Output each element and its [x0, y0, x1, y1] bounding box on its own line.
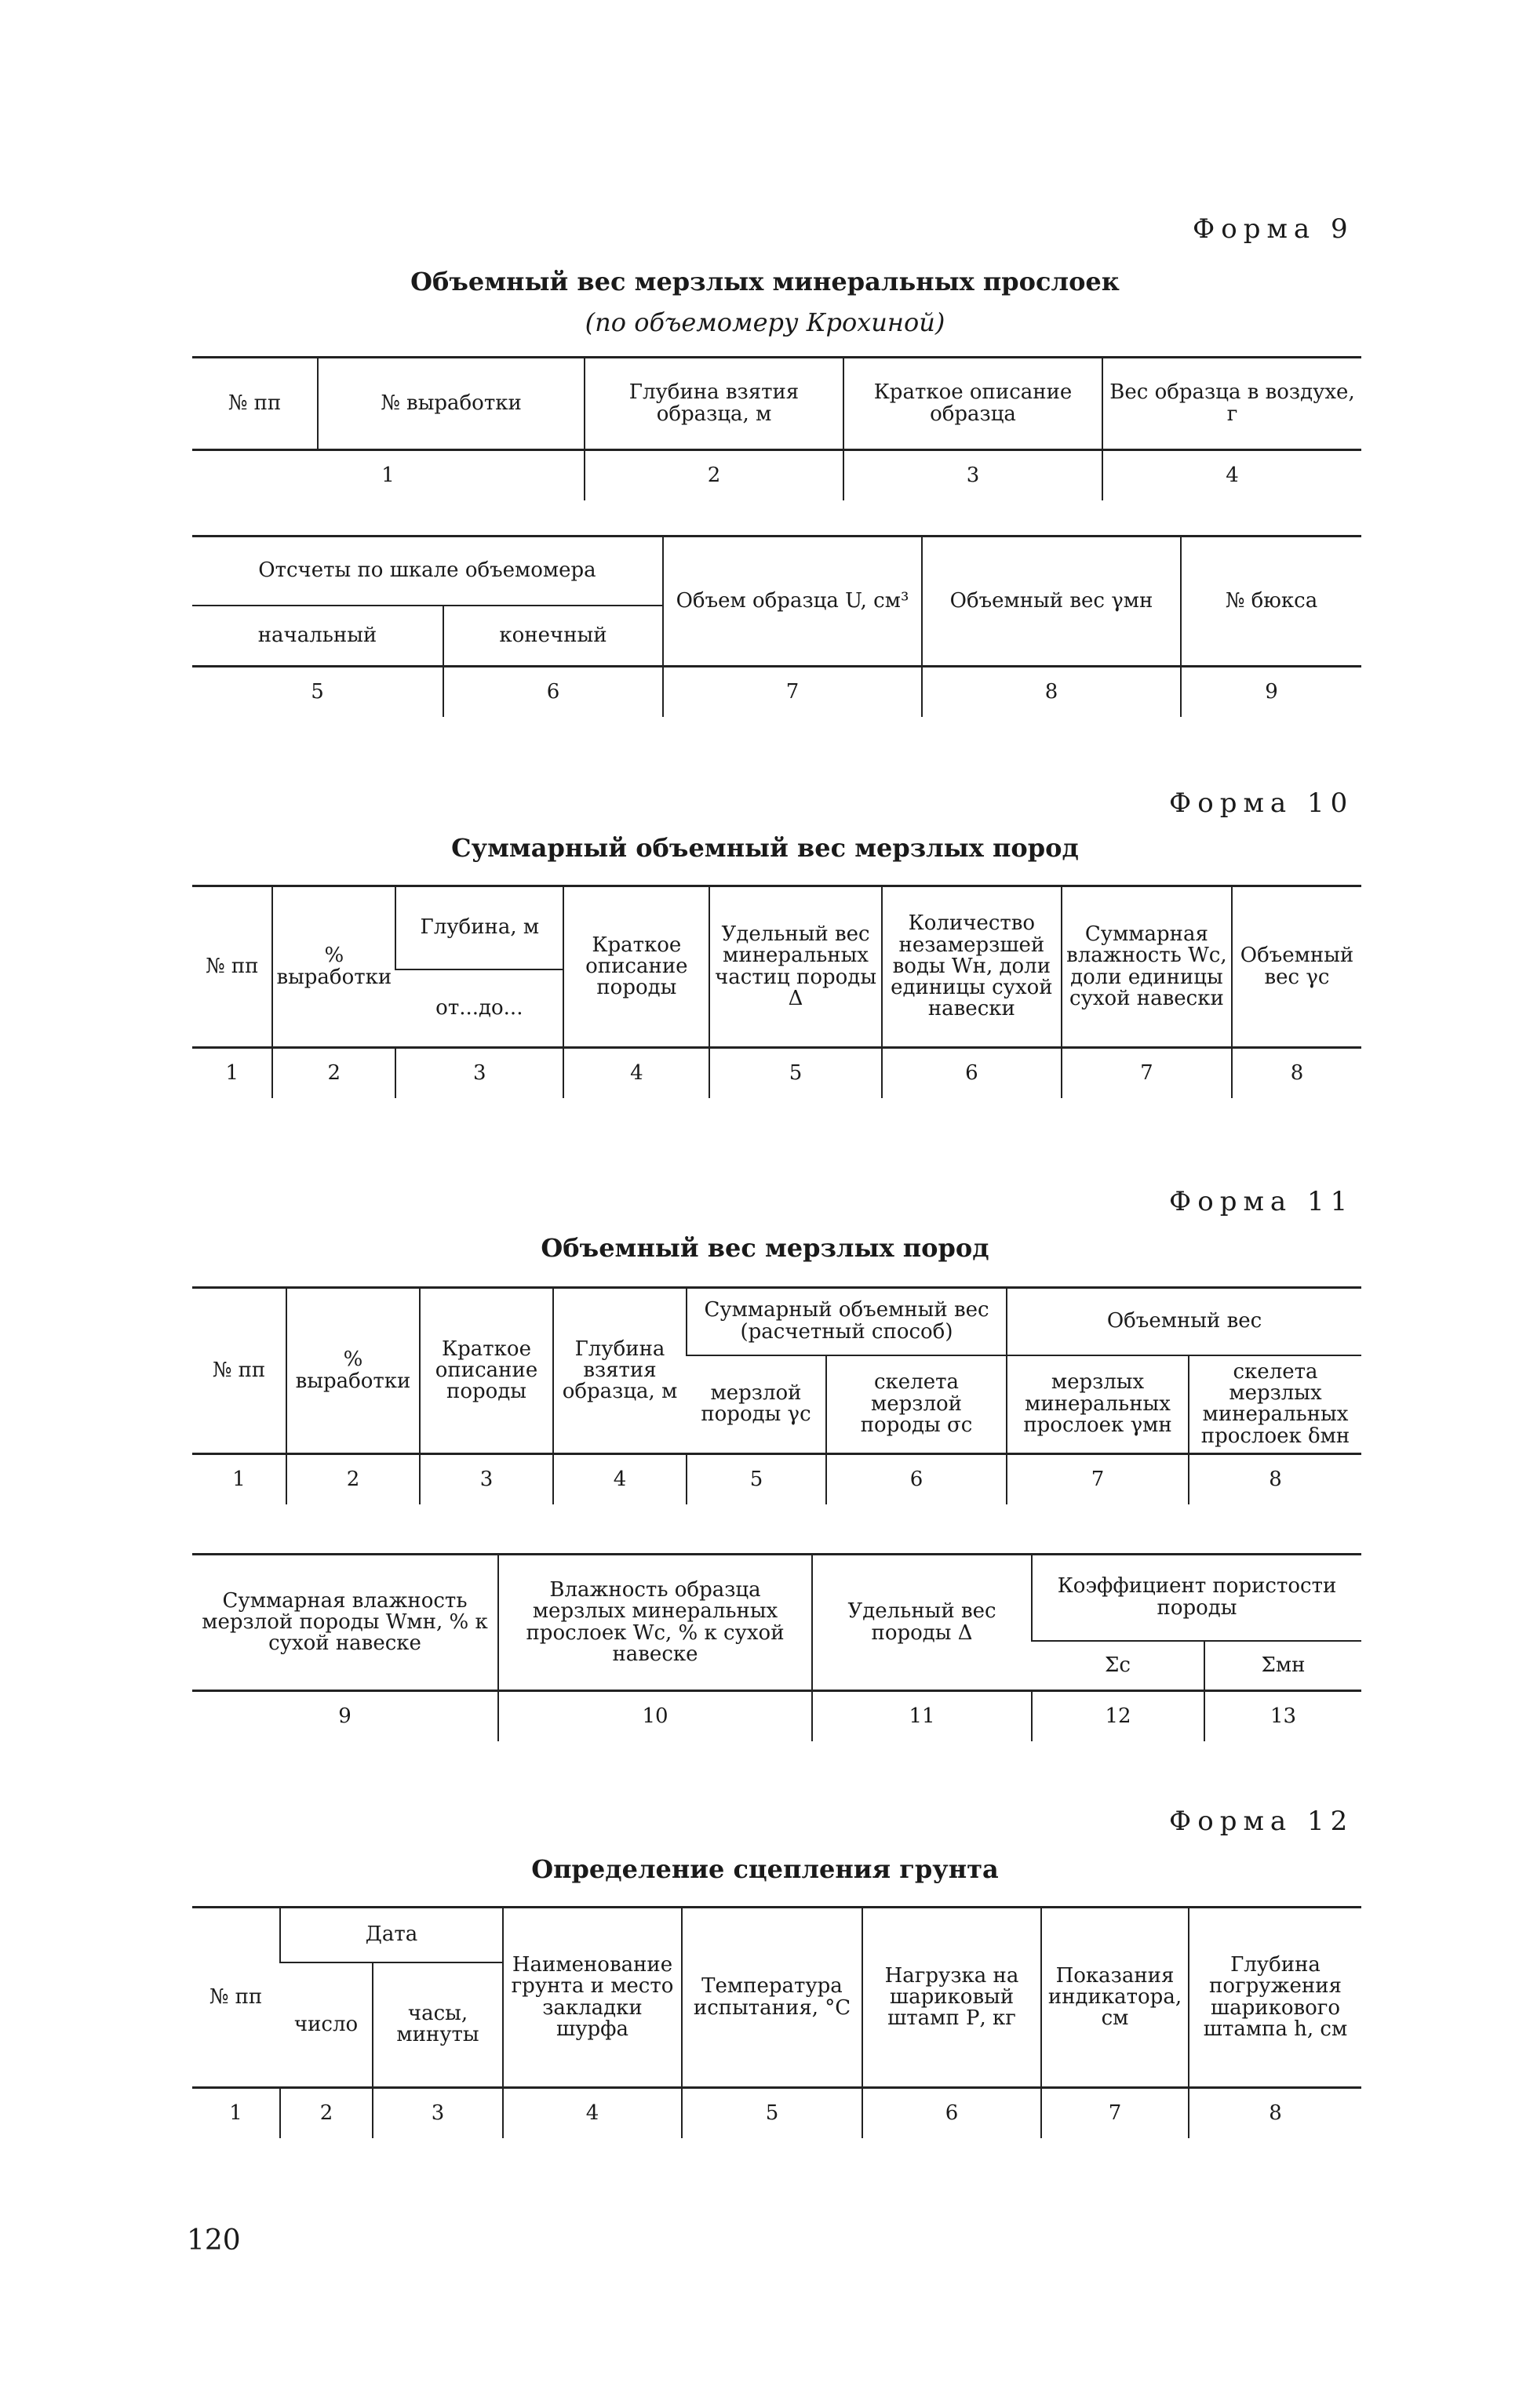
col-total-moisture: Суммарная влажность Wс, доли единицы сухой навески — [1062, 886, 1232, 1048]
col-num-cell: 2 — [585, 450, 843, 501]
form9-title: Объемный вес мерзлых минеральных прослоек — [410, 267, 1120, 296]
form9-label: Форма 9 — [1193, 213, 1354, 245]
col-num-cell: 4 — [553, 1454, 687, 1505]
col-bottle-number: № бюкса — [1181, 537, 1361, 667]
col-specific-weight: Удельный вес породы Δ — [812, 1555, 1032, 1691]
col-num-cell: 5 — [311, 680, 324, 704]
form12-label: Форма 12 — [1169, 1806, 1354, 1837]
form9-table-1 — [192, 356, 1361, 500]
table-row — [192, 1048, 1361, 1099]
col-num-cell: 8 — [1189, 1454, 1361, 1505]
col-sample-moisture: Влажность образца мерзлых минеральных прослоек Wс, % к сухой навеске — [498, 1555, 812, 1691]
col-num-cell: 7 — [1062, 1048, 1232, 1099]
col-depth: Глубина взятия образца, м — [553, 1288, 687, 1454]
col-num-cell: 2 — [286, 1454, 420, 1505]
col-hours-minutes: часы, минуты — [373, 1962, 503, 2088]
col-num-cell: 4 — [563, 1048, 709, 1099]
col-num-cell: 8 — [922, 667, 1181, 718]
table-row — [192, 1454, 1361, 1505]
col-total-moisture: Суммарная влажность мерзлой породы Wмн, % к сухой навеске — [202, 1588, 488, 1656]
form12-table — [192, 1906, 1361, 2138]
col-description: Краткое описание породы — [420, 1288, 553, 1454]
group-volumetric-weight: Объемный вес — [1007, 1288, 1361, 1355]
group-date: Дата — [280, 1908, 503, 1962]
group-total-volumetric-weight: Суммарный объемный вес (расчетный способ) — [687, 1288, 1007, 1355]
col-num-cell: 8 — [1232, 1048, 1361, 1099]
col-penetration-depth: Глубина погружения шарикового штампа h, см — [1189, 1908, 1361, 2088]
col-final: конечный — [443, 606, 663, 667]
table-row — [192, 667, 1361, 718]
col-num-cell: 5 — [709, 1048, 882, 1099]
col-num-cell: 3 — [373, 2088, 503, 2139]
table-row — [192, 2088, 1361, 2139]
col-volumetric-weight: Объемный вес γс — [1232, 886, 1361, 1048]
col-num-cell: 7 — [1007, 1454, 1189, 1505]
col-num-cell: 1 — [381, 464, 395, 487]
col-temperature: Температура испытания, °С — [682, 1908, 862, 2088]
col-number: № пп — [212, 1358, 266, 1382]
table-row — [192, 450, 1361, 501]
col-excavation-percent: % выработки — [286, 1288, 420, 1454]
col-num-cell: 5 — [687, 1454, 826, 1505]
table-row — [192, 1691, 1361, 1742]
form9-subtitle: (по объемомеру Крохиной) — [585, 307, 945, 337]
form10-title: Суммарный объемный вес мерзлых пород — [451, 833, 1079, 863]
col-weight-air: Вес образца в воздухе, г — [1102, 358, 1361, 450]
col-soil-name: Наименование грунта и место закладки шурфа — [503, 1908, 682, 2088]
col-num-cell: 3 — [843, 450, 1102, 501]
col-load: Нагрузка на шариковый штамп Р, кг — [862, 1908, 1041, 2088]
form11-title: Объемный вес мерзлых пород — [541, 1233, 989, 1263]
form10-label: Форма 10 — [1169, 788, 1354, 819]
col-num-cell: 4 — [503, 2088, 682, 2139]
col-unfrozen-water: Количество незамерзшей воды Wн, доли единицы сухой навески — [882, 886, 1062, 1048]
col-skeleton-mineral-layers: скелета мерзлых минеральных прослоек δмн — [1189, 1355, 1361, 1454]
col-depth: Глубина, м — [395, 886, 563, 969]
col-depth: Глубина взятия образца, м — [585, 358, 843, 450]
col-num-cell: 1 — [225, 1061, 239, 1085]
col-frozen-rock: мерзлой породы γс — [687, 1355, 826, 1454]
form12-title: Определение сцепления грунта — [531, 1854, 999, 1884]
col-num-cell: 4 — [1102, 450, 1361, 501]
col-num-cell: 7 — [1041, 2088, 1189, 2139]
col-initial: начальный — [192, 606, 443, 667]
col-skeleton-frozen-rock: скелета мерзлой породы σс — [826, 1355, 1007, 1454]
col-num-cell: 9 — [338, 1704, 352, 1728]
col-num-cell: 3 — [420, 1454, 553, 1505]
col-description: Краткое описание образца — [843, 358, 1102, 450]
col-num-cell: 2 — [272, 1048, 395, 1099]
col-num-cell: 5 — [682, 2088, 862, 2139]
group-scale-readings: Отсчеты по шкале объемомера — [258, 558, 596, 583]
col-porosity-rock: Σс — [1032, 1641, 1204, 1691]
form10-table — [192, 885, 1361, 1098]
col-indicator: Показания индикатора, см — [1041, 1908, 1189, 2088]
form11-table-1 — [192, 1286, 1361, 1504]
col-excavation-percent: % выработки — [272, 886, 395, 1048]
col-number: № пп — [205, 954, 259, 978]
col-num-cell: 2 — [280, 2088, 373, 2139]
col-num-cell: 3 — [395, 1048, 563, 1099]
col-depth-range: от...до... — [395, 969, 563, 1048]
col-num-cell: 6 — [826, 1454, 1007, 1505]
col-num-cell: 12 — [1032, 1691, 1204, 1742]
form11-table-2 — [192, 1553, 1361, 1741]
col-num-cell: 1 — [232, 1468, 246, 1491]
col-num-cell: 13 — [1204, 1691, 1361, 1742]
col-num-cell: 7 — [663, 667, 922, 718]
col-description: Краткое описание породы — [563, 886, 709, 1048]
col-num-cell: 10 — [498, 1691, 812, 1742]
col-num-cell: 9 — [1181, 667, 1361, 718]
col-volumetric-weight: Объемный вес γмн — [922, 537, 1181, 667]
col-sample-volume: Объем образца U, см³ — [663, 537, 922, 667]
col-number: № пп — [209, 1984, 263, 2009]
col-porosity-layers: Σмн — [1204, 1641, 1361, 1691]
col-num-cell: 6 — [443, 667, 663, 718]
col-num-cell: 6 — [882, 1048, 1062, 1099]
col-excavation: № выработки — [318, 358, 585, 450]
col-num-cell: 11 — [812, 1691, 1032, 1742]
col-day: число — [280, 1962, 373, 2088]
col-num-cell: 1 — [229, 2101, 242, 2125]
col-num-cell: 8 — [1189, 2088, 1361, 2139]
group-porosity: Коэффициент пористости породы — [1032, 1555, 1361, 1641]
page-number: 120 — [187, 2224, 241, 2257]
col-mineral-layers: мерзлых минеральных прослоек γмн — [1007, 1355, 1189, 1454]
col-num-cell: 6 — [862, 2088, 1041, 2139]
form9-table-2 — [192, 535, 1361, 717]
form11-label: Форма 11 — [1169, 1186, 1354, 1217]
col-specific-weight: Удельный вес минеральных частиц породы Δ — [709, 886, 882, 1048]
col-number: № пп — [228, 391, 282, 415]
